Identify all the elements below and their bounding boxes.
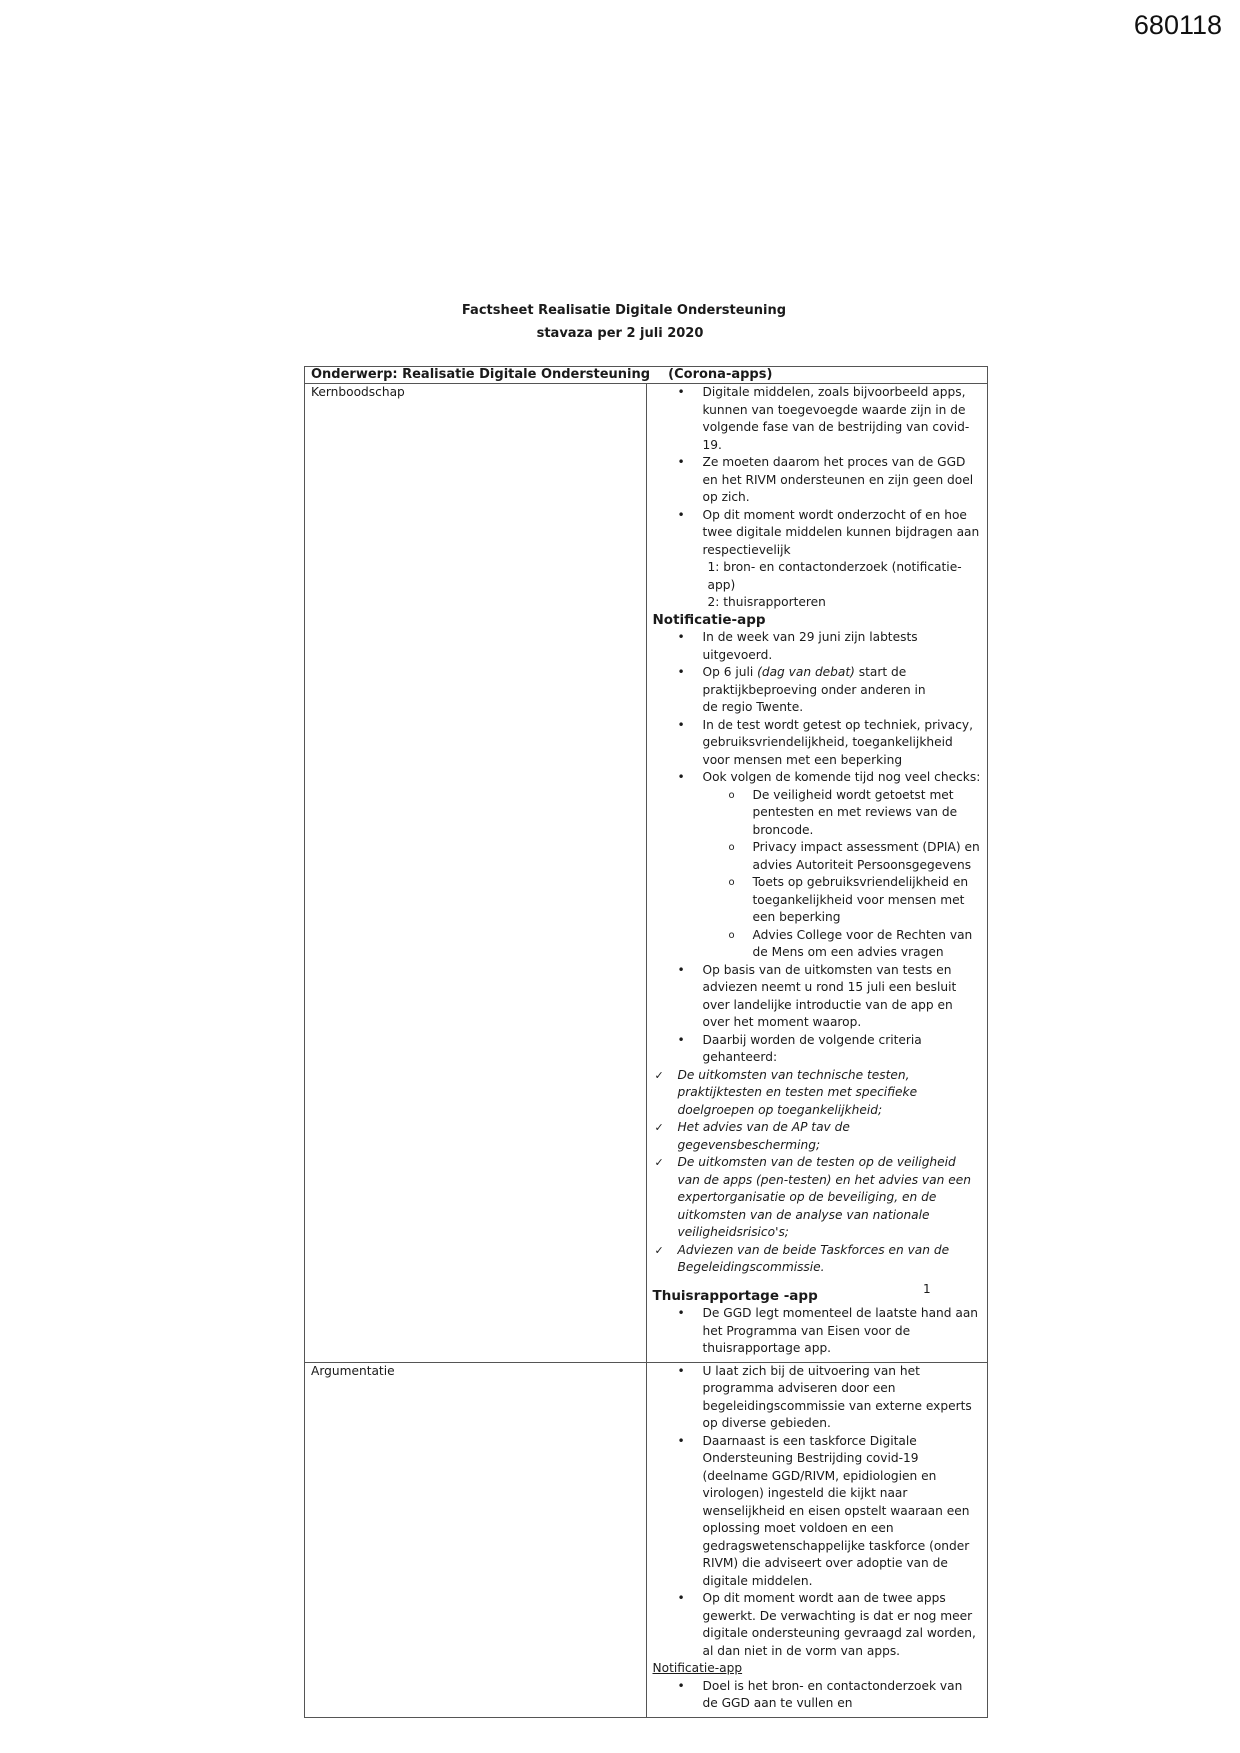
list-item: • Op basis van de uitkomsten van tests en adviezen neemt u rond 15 juli een besluit over landelijke introductie van de app en over het moment waarop. [653, 962, 982, 1032]
list-item: • De GGD legt momenteel de laatste hand aan het Programma van Eisen voor de thuisrapportage app. [653, 1305, 982, 1358]
bullet-list [653, 629, 982, 787]
list-item: o Toets op gebruiksvriendelijkheid en toegankelijkheid voor mensen met een beperking [653, 874, 982, 927]
row-label-kernboodschap: Kernboodschap [305, 384, 647, 1363]
list-item: • In de week van 29 juni zijn labtests uitgevoerd. [653, 629, 982, 664]
list-item-text: start de praktijkbeproeving onder anderen in [702, 665, 926, 697]
list-item: o De veiligheid wordt getoetst met pentesten en met reviews van de broncode. [653, 787, 982, 840]
table-header-row [305, 367, 988, 384]
document-number: 680118 [1133, 10, 1222, 40]
page-subtitle: stavaza per 2 juli 2020 [536, 326, 704, 341]
list-item: • Digitale middelen, zoals bijvoorbeeld apps, kunnen van toegevoegde waarde zijn in de volgende fase van de bestrijding van covid-19. [653, 384, 982, 454]
list-item: • Daarnaast is een taskforce Digitale Ondersteuning Bestrijding covid-19 (deelname GGD/RIVM, epidiologien en virologen) ingesteld die kijkt naar wenselijkheid en eisen opstelt waaraan een oplossing moet voldoen en een gedragswetenschappelijke taskforce (onder RIVM) die adviseert over adoptie van de digitale middelen. [653, 1433, 982, 1591]
list-item: • Op dit moment wordt aan de twee apps gewerkt. De verwachting is dat er nog meer digitale ondersteuning gevraagd zal worden, al dan niet in de vorm van apps. [653, 1590, 982, 1660]
row-content-kernboodschap [646, 384, 988, 1363]
section-heading-notificatie: Notificatie-app [652, 611, 766, 628]
bullet-list [653, 1363, 982, 1661]
bullet-list [653, 1678, 982, 1713]
table-header: Onderwerp: Realisatie Digitale Ondersteuning (Corona-apps) [305, 367, 988, 384]
row-content-argumentatie [646, 1362, 988, 1717]
numbered-item: 2: thuisrapporteren [707, 595, 826, 609]
list-item: • Ook volgen de komende tijd nog veel checks: [653, 769, 982, 787]
list-item: ✓ Het advies van de AP tav de gegevensbescherming; [653, 1119, 982, 1154]
list-item: • U laat zich bij de uitvoering van het programma adviseren door een begeleidingscommissie van externe experts op diverse gebieden. [653, 1363, 982, 1433]
section-heading-notificatie-argumentatie: Notificatie-app [652, 1661, 743, 1675]
row-label-argumentatie: Argumentatie [305, 1362, 647, 1717]
list-item: • Op dit moment wordt onderzocht of en hoe twee digitale middelen kunnen bijdragen aan respectievelijk [653, 507, 982, 560]
list-item: o Advies College voor de Rechten van de Mens om een advies vragen [653, 927, 982, 962]
list-item: ✓ Adviezen van de beide Taskforces en van de Begeleidingscommissie. [653, 1242, 982, 1277]
list-item: o Privacy impact assessment (DPIA) en advies Autoriteit Persoonsgegevens [653, 839, 982, 874]
list-item-emphasis: (dag van debat) [757, 665, 855, 679]
criteria-list [653, 1067, 982, 1277]
list-item: • Doel is het bron- en contactonderzoek van de GGD aan te vullen en [653, 1678, 982, 1713]
page-title: Factsheet Realisatie Digitale Ondersteuning [461, 303, 787, 318]
table-row [305, 1362, 988, 1717]
factsheet-table [304, 366, 988, 1718]
list-item: • Daarbij worden de volgende criteria gehanteerd: [653, 1032, 982, 1067]
list-item-text: Op 6 juli [702, 665, 758, 679]
bullet-list [653, 962, 982, 1067]
page-number: 1 [923, 1282, 931, 1296]
list-item: ✓ De uitkomsten van de testen op de veiligheid van de apps (pen-testen) en het advies van een expertorganisatie op de beveiliging, en de uitkomsten van de analyse van nationale veiligheidsrisico's; [653, 1154, 982, 1242]
list-item-text: de regio Twente. [702, 700, 804, 714]
table-row [305, 384, 988, 1363]
bullet-list [653, 1305, 982, 1358]
bullet-list [653, 384, 982, 559]
list-item: • In de test wordt getest op techniek, privacy, gebruiksvriendelijkheid, toegankelijkheid voor mensen met een beperking [653, 717, 982, 770]
numbered-item: 1: bron- en contactonderzoek (notificatie-app) [707, 560, 962, 592]
list-item [653, 664, 982, 717]
sub-list [653, 787, 982, 962]
list-item: ✓ De uitkomsten van technische testen, praktijktesten en testen met specifieke doelgroepen op toegankelijkheid; [653, 1067, 982, 1120]
section-heading-thuisrapportage: Thuisrapportage -app [652, 1287, 818, 1304]
list-item: • Ze moeten daarom het proces van de GGD en het RIVM ondersteunen en zijn geen doel op zich. [653, 454, 982, 507]
